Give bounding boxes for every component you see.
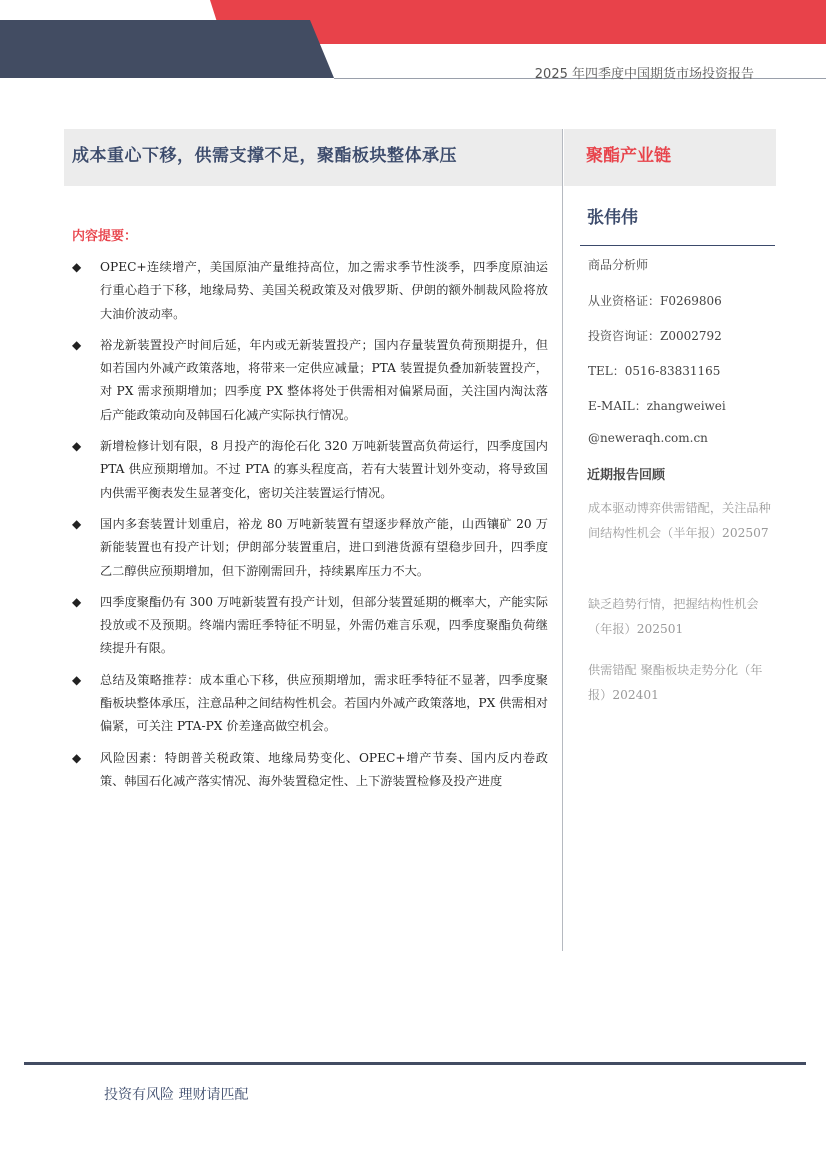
- consulting-cert: 投资咨询证：Z0002792: [588, 329, 722, 343]
- summary-list: [72, 256, 548, 801]
- recent-reports-label: 近期报告回顾: [587, 468, 666, 483]
- qualification-cert: 从业资格证：F0269806: [588, 294, 722, 308]
- diamond-bullet-icon: ◆: [72, 750, 82, 765]
- header-blue-band: [0, 20, 334, 78]
- column-divider: [562, 129, 563, 951]
- diamond-bullet-icon: ◆: [72, 672, 82, 687]
- author-name: 张伟伟: [587, 208, 638, 228]
- list-item: ◆ OPEC+连续增产，美国原油产量维持高位，加之需求季节性淡季，四季度原油运行重心趋于下移，地缘局势、美国关税政策及对俄罗斯、伊朗的额外制裁风险将放大油价波动率。: [72, 256, 548, 326]
- diamond-bullet-icon: ◆: [72, 594, 82, 609]
- author-rule: [580, 245, 775, 246]
- diamond-bullet-icon: ◆: [72, 260, 82, 274]
- footer-disclaimer: 投资有风险 理财请匹配: [104, 1087, 249, 1103]
- footer-rule: [24, 1062, 806, 1065]
- list-item: ◆ 新增检修计划有限，8 月投产的海伦石化 320 万吨新装置高负荷运行，四季度国内 PTA 供应预期增加。不过 PTA 的寡头程度高，若有大装置计划外变动，将导致国内供需平衡表发生显著变化，密切关注装置运行情况。: [72, 435, 548, 505]
- analyst-title: 商品分析师: [588, 258, 649, 272]
- recent-report-link[interactable]: 成本驱动博弈供需错配，关注品种间结构性机会（半年报）202507: [588, 501, 771, 540]
- main-title-box: [64, 129, 562, 186]
- list-item: ◆ 国内多套装置计划重启，裕龙 80 万吨新装置有望逐步释放产能，山西镶矿 20 万新能装置也有投产计划；伊朗部分装置重启，进口到港货源有望稳步回升，四季度乙二醇供应预期增加，但下游刚需回升，持续累库压力不大。: [72, 513, 548, 583]
- report-title: 2025 年四季度中国期货市场投资报告: [534, 67, 754, 82]
- email-line-1: E-MAIL：zhangweiwei: [588, 399, 726, 413]
- list-item: ◆ 风险因素：特朗普关税政策、地缘局势变化、OPEC+增产节奏、国内反内卷政策、韩国石化减产落实情况、海外装置稳定性、上下游装置检修及投产进度: [72, 747, 548, 794]
- recent-report-link[interactable]: 供需错配 聚酯板块走势分化（年报）202401: [588, 663, 763, 702]
- main-title: 成本重心下移，供需支撑不足，聚酯板块整体承压: [72, 146, 457, 166]
- diamond-bullet-icon: ◆: [72, 516, 82, 531]
- sidebar-section-title: 聚酯产业链: [586, 146, 671, 166]
- list-item: ◆ 总结及策略推荐：成本重心下移，供应预期增加，需求旺季特征不显著，四季度聚酯板块整体承压，注意品种之间结构性机会。若国内外减产政策落地，PX 供需相对偏紧，可关注 PTA-PX 价差逢高做空机会。: [72, 669, 548, 739]
- diamond-bullet-icon: ◆: [72, 439, 82, 454]
- recent-report-link[interactable]: 缺乏趋势行情，把握结构性机会（年报）202501: [588, 597, 759, 636]
- telephone: TEL：0516-83831165: [588, 364, 721, 378]
- list-item: ◆ 四季度聚酯仍有 300 万吨新装置有投产计划，但部分装置延期的概率大，产能实际投放或不及预期。终端内需旺季特征不明显，外需仍难言乐观，四季度聚酯负荷继续提升有限。: [72, 591, 548, 661]
- email-line-2: @neweraqh.com.cn: [588, 431, 708, 445]
- summary-label: 内容提要：: [72, 229, 138, 244]
- sidebar-title-box: [564, 129, 776, 186]
- diamond-bullet-icon: ◆: [72, 337, 82, 352]
- list-item: ◆ 裕龙新装置投产时间后延，年内或无新装置投产；国内存量装置负荷预期提升，但如若国内外减产政策落地，将带来一定供应减量；PTA 装置提负叠加新装置投产，对 PX 需求预期增加；四季度 PX 整体将处于供需相对偏紧局面，关注国内淘汰落后产能政策动向及韩国石化减产实际执行情况。: [72, 334, 548, 427]
